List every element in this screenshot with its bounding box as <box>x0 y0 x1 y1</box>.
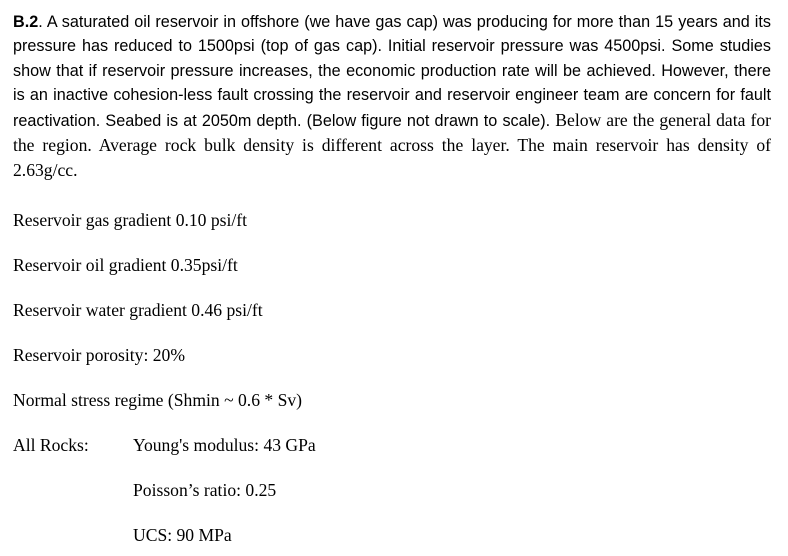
question-text-sans: A saturated oil reservoir in offshore (we have gas cap) was producing for more than 15 years and its pressure has reduced to 1500psi (top of gas cap). Initial reservoir pressure was 4500psi. Some studies show that if reservoir pressure increases, the economic production rate will be achieved. However, there is an inactive cohesion-less fault crossing the reservoir and reservoir engineer team are concern for fault reactivation. Seabed is at 2050m depth. (Below figure not drawn to scale). <box>13 13 771 130</box>
gas-gradient: Reservoir gas gradient 0.10 psi/ft <box>13 210 248 230</box>
poissons-ratio: Poisson’s ratio: 0.25 <box>133 480 277 500</box>
youngs-modulus: Young's modulus: 43 GPa <box>133 435 316 455</box>
question-number: B.2 <box>13 13 39 31</box>
reservoir-porosity: Reservoir porosity: 20% <box>13 345 186 365</box>
stress-regime: Normal stress regime (Shmin ~ 0.6 * Sv) <box>13 390 303 410</box>
question-intro <box>13 10 771 184</box>
question-number-separator: . <box>38 13 47 31</box>
oil-gradient: Reservoir oil gradient 0.35psi/ft <box>13 255 238 275</box>
all-rocks-label: All Rocks: <box>13 435 89 455</box>
question-text-serif: Below are the general data for the region. Average rock bulk density is different across the layer. The main reservoir has density of 2.63g/cc. <box>13 109 772 181</box>
ucs-value: UCS: 90 MPa <box>133 525 232 545</box>
water-gradient: Reservoir water gradient 0.46 psi/ft <box>13 300 263 320</box>
